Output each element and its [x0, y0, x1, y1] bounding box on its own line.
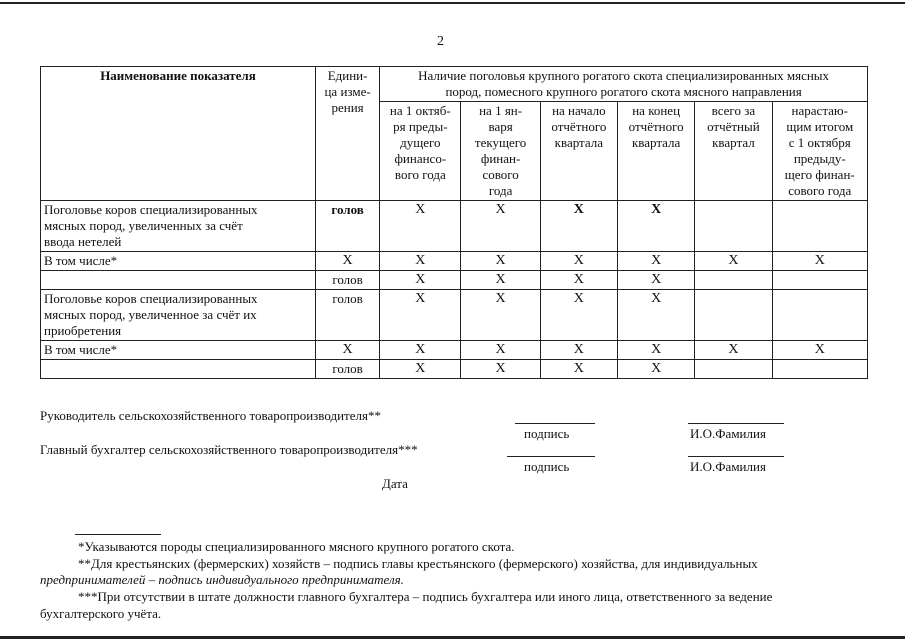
- footnote-1: *Указываются породы специализированного мясного крупного рогатого скота.: [78, 539, 515, 554]
- table-row: [41, 290, 868, 341]
- row-label: [41, 252, 316, 271]
- footnote-3-line-2: бухгалтерского учёта.: [40, 606, 162, 621]
- subheader-line: отчётного: [551, 119, 607, 134]
- subheader-line: текущего: [474, 135, 527, 150]
- row-unit: голов: [315, 360, 379, 379]
- subheader-line: сового года: [788, 183, 852, 198]
- head-signature-label: Руководитель сельскохозяйственного товаропроизводителя**: [40, 408, 381, 423]
- table-cell: X: [380, 201, 461, 252]
- table-cell: [772, 290, 867, 341]
- table-cell: X: [461, 360, 540, 379]
- subheader-line: всего за: [711, 103, 756, 118]
- row-unit: X: [315, 252, 379, 271]
- table-cell: X: [461, 271, 540, 290]
- subheader-line: сового: [482, 167, 519, 182]
- table-cell: X: [380, 271, 461, 290]
- header-row-1: [41, 67, 868, 102]
- subheader-line: квартала: [554, 135, 604, 150]
- table-row: [41, 271, 868, 290]
- subheader-line: года: [488, 183, 513, 198]
- subheader-line: с 1 октября: [788, 135, 851, 150]
- row-label-line: приобретения: [44, 323, 122, 338]
- table-cell: X: [618, 290, 695, 341]
- table-cell: [772, 201, 867, 252]
- table-cell: X: [461, 201, 540, 252]
- accountant-signature-label: Главный бухгалтер сельскохозяйственного товаропроизводителя***: [40, 442, 418, 457]
- accountant-signature-caption: подпись: [524, 459, 570, 474]
- group-header-line: пород, помесного крупного рогатого скота мясного направления: [445, 84, 802, 99]
- accountant-name-caption: И.О.Фамилия: [690, 459, 766, 474]
- subheader-line: отчётный: [707, 119, 760, 134]
- row-label-line: ввода нетелей: [44, 234, 122, 249]
- table-cell: X: [695, 341, 772, 360]
- group-header-line: Наличие поголовья крупного рогатого скота специализированных мясных: [418, 68, 830, 83]
- table-cell: X: [540, 290, 617, 341]
- subheader-quarter-start: [540, 102, 617, 201]
- head-signature-caption: подпись: [524, 426, 570, 441]
- subheader-line: щим итогом: [786, 119, 854, 134]
- table-cell: X: [618, 201, 695, 252]
- table-cell: X: [540, 252, 617, 271]
- group-header: [380, 67, 868, 102]
- subheader-line: варя: [488, 119, 513, 134]
- table-row: [41, 252, 868, 271]
- table-cell: X: [380, 290, 461, 341]
- row-label-line: мясных пород, увеличенное за счёт их: [44, 307, 257, 322]
- subheader-line: предыду-: [793, 151, 846, 166]
- row-label: [41, 341, 316, 360]
- row-label: [41, 290, 316, 341]
- table-cell: X: [618, 271, 695, 290]
- footnote-2-line-2: [40, 571, 404, 588]
- table-cell: [772, 271, 867, 290]
- table-cell: X: [380, 252, 461, 271]
- subheader-line: ря преды-: [393, 119, 448, 134]
- table-cell: X: [772, 341, 867, 360]
- table-cell: X: [618, 360, 695, 379]
- row-label-line: мясных пород, увеличенных за счёт: [44, 218, 243, 233]
- row-label-line: В том числе*: [44, 342, 118, 357]
- footnote-2-line-1: **Для крестьянских (фермерских) хозяйств – подпись главы крестьянского (фермерского) хозяйства, для индивидуальных: [78, 556, 758, 571]
- table-cell: [695, 271, 772, 290]
- subheader-line: дущего: [400, 135, 441, 150]
- unit-header-line: ца изме-: [324, 84, 371, 99]
- unit-header-line: Едини-: [327, 68, 368, 83]
- row-unit: голов: [315, 290, 379, 341]
- table-cell: X: [540, 360, 617, 379]
- subheader-line: финан-: [480, 151, 521, 166]
- subheader-line: нарастаю-: [791, 103, 848, 118]
- row-label-line: Поголовье коров специализированных: [44, 291, 258, 306]
- subheader-cumulative: [772, 102, 867, 201]
- subheader-line: квартала: [631, 135, 681, 150]
- subheader-line: на начало: [552, 103, 606, 118]
- bottom-rule: [0, 636, 905, 639]
- accountant-signature-line: [507, 456, 595, 457]
- row-unit: голов: [315, 271, 379, 290]
- table-cell: X: [540, 341, 617, 360]
- top-rule: [0, 2, 905, 4]
- table-cell: X: [461, 290, 540, 341]
- table-row: [41, 360, 868, 379]
- row-unit: X: [315, 341, 379, 360]
- table-row: [41, 341, 868, 360]
- row-unit: голов: [315, 201, 379, 252]
- footnote-3-line-1: ***При отсутствии в штате должности главного бухгалтера – подпись бухгалтера или иного лица, ответственного за ведение: [78, 589, 773, 604]
- indicator-header: [41, 67, 316, 201]
- table-cell: X: [461, 252, 540, 271]
- row-label-line: В том числе*: [44, 253, 118, 268]
- table-cell: X: [461, 341, 540, 360]
- table-cell: X: [540, 271, 617, 290]
- table-cell: [695, 290, 772, 341]
- subheader-line: щего финан-: [784, 167, 855, 182]
- subheader-quarter-end: [618, 102, 695, 201]
- unit-header-line: рения: [331, 100, 364, 115]
- head-signature-line: [515, 423, 595, 424]
- table-row: [41, 201, 868, 252]
- table-cell: [772, 360, 867, 379]
- footnote-2-line-2-text: предпринимателей – подпись индивидуального предпринимателя.: [40, 572, 404, 587]
- indicator-header-text: Наименование показателя: [100, 68, 256, 83]
- footnote-separator: [75, 534, 161, 535]
- table-cell: X: [380, 341, 461, 360]
- table-cell: [695, 201, 772, 252]
- subheader-line: на 1 ян-: [479, 103, 523, 118]
- subheader-line: вого года: [394, 167, 446, 182]
- table-cell: X: [772, 252, 867, 271]
- subheader-line: финансо-: [394, 151, 447, 166]
- subheader-quarter-total: [695, 102, 772, 201]
- date-label: Дата: [382, 476, 408, 491]
- subheader-line: на конец: [632, 103, 681, 118]
- row-label: [41, 201, 316, 252]
- table-cell: X: [618, 252, 695, 271]
- subheader-line: квартал: [712, 135, 755, 150]
- head-name-caption: И.О.Фамилия: [690, 426, 766, 441]
- row-label: [41, 271, 316, 290]
- row-label: [41, 360, 316, 379]
- subheader-jan-current-year: [461, 102, 540, 201]
- livestock-table: [40, 66, 868, 379]
- accountant-name-line: [688, 456, 784, 457]
- table-cell: X: [695, 252, 772, 271]
- subheader-oct-prev-year: [380, 102, 461, 201]
- subheader-line: на 1 октяб-: [389, 103, 451, 118]
- table-cell: X: [618, 341, 695, 360]
- head-name-line: [688, 423, 784, 424]
- row-label-line: Поголовье коров специализированных: [44, 202, 258, 217]
- subheader-line: отчётного: [628, 119, 684, 134]
- unit-header: [315, 67, 379, 201]
- table-cell: X: [540, 201, 617, 252]
- page-number: 2: [437, 34, 444, 49]
- table-cell: [695, 360, 772, 379]
- table-cell: X: [380, 360, 461, 379]
